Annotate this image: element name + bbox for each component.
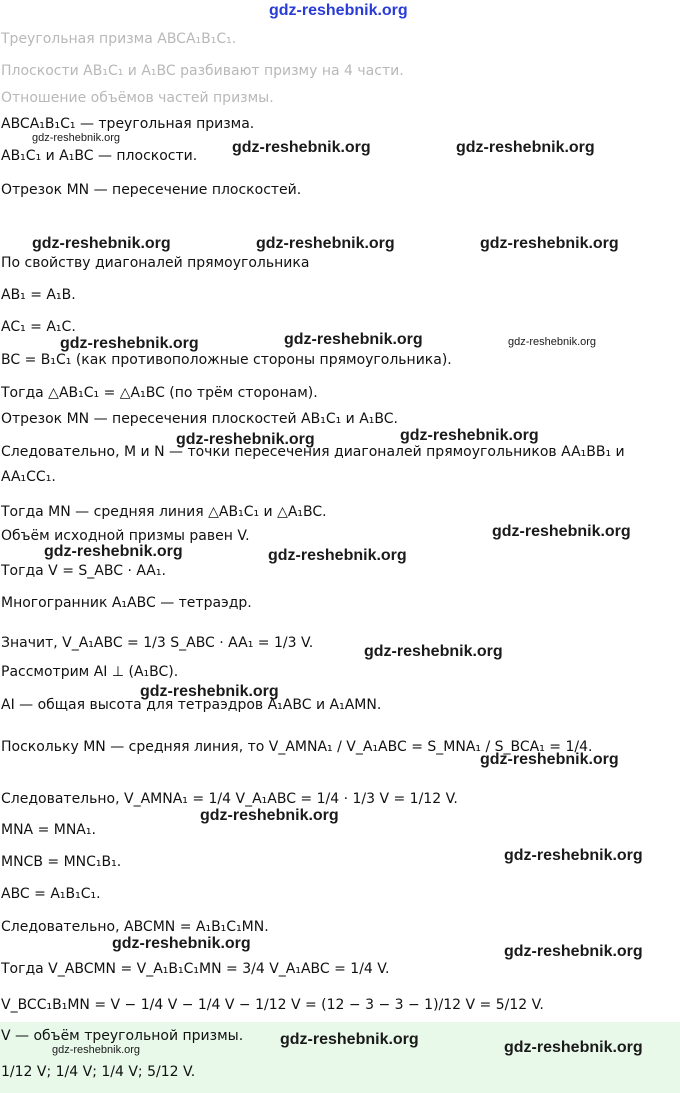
- answer-line-2: 1/12 V; 1/4 V; 1/4 V; 5/12 V.: [1, 1064, 196, 1080]
- watermark: gdz-reshebnik.org: [504, 943, 643, 960]
- watermark: gdz-reshebnik.org: [140, 683, 279, 700]
- watermark: gdz-reshebnik.org: [480, 751, 619, 768]
- solution-line-9: Отрезок MN — пересечения плоскостей AB₁C₁ и A₁BC.: [1, 411, 398, 427]
- watermark: gdz-reshebnik.org: [504, 847, 643, 864]
- solution-line-13: Объём исходной призмы равен V.: [1, 528, 250, 544]
- watermark: gdz-reshebnik.org: [400, 427, 539, 444]
- watermark: gdz-reshebnik.org: [456, 139, 595, 156]
- watermark: gdz-reshebnik.org: [492, 523, 631, 540]
- solution-line-22: MNCB = MNC₁B₁.: [1, 854, 122, 870]
- solution-line-11: AA₁CC₁.: [1, 469, 56, 485]
- solution-line-2: AB₁C₁ и A₁BC — плоскости.: [1, 148, 198, 164]
- watermark: gdz-reshebnik.org: [200, 807, 339, 824]
- solution-line-7: BC = B₁C₁ (как противоположные стороны прямоугольника).: [1, 352, 452, 368]
- watermark: gdz-reshebnik.org: [32, 132, 121, 144]
- solution-line-4: По свойству диагоналей прямоугольника: [1, 255, 310, 271]
- watermark: gdz-reshebnik.org: [112, 935, 251, 952]
- solution-line-6: AC₁ = A₁C.: [1, 319, 76, 335]
- solution-line-24: Следовательно, ABCMN = A₁B₁C₁MN.: [1, 919, 269, 935]
- watermark: gdz-reshebnik.org: [44, 543, 183, 560]
- site-watermark-header[interactable]: gdz-reshebnik.org: [269, 2, 408, 19]
- solution-line-18: AI — общая высота для тетраэдров A₁ABC и A₁AMN.: [1, 697, 382, 713]
- solution-line-14: Тогда V = S_ABC · AA₁.: [1, 563, 166, 579]
- solution-line-19: Поскольку MN — средняя линия, то V_AMNA₁ / V_A₁ABC = S_MNA₁ / S_BCA₁ = 1/4.: [1, 739, 593, 755]
- given-line-1: Треугольная призма ABCA₁B₁C₁.: [1, 31, 237, 47]
- solution-line-12: Тогда MN — средняя линия △AB₁C₁ и △A₁BC.: [1, 504, 327, 520]
- watermark: gdz-reshebnik.org: [52, 1044, 141, 1056]
- given-line-3: Отношение объёмов частей призмы.: [1, 90, 274, 106]
- solution-line-15: Многогранник A₁ABC — тетраэдр.: [1, 595, 252, 611]
- solution-line-17: Рассмотрим AI ⊥ (A₁BC).: [1, 664, 179, 680]
- watermark: gdz-reshebnik.org: [508, 336, 597, 348]
- solution-line-26: V_BCC₁B₁MN = V − 1/4 V − 1/4 V − 1/12 V = (12 − 3 − 3 − 1)/12 V = 5/12 V.: [1, 997, 544, 1013]
- watermark: gdz-reshebnik.org: [256, 235, 395, 252]
- solution-line-5: AB₁ = A₁B.: [1, 287, 76, 303]
- watermark: gdz-reshebnik.org: [280, 1031, 419, 1048]
- solution-line-3: Отрезок MN — пересечение плоскостей.: [1, 182, 302, 198]
- watermark: gdz-reshebnik.org: [268, 547, 407, 564]
- watermark: gdz-reshebnik.org: [284, 331, 423, 348]
- given-line-2: Плоскости AB₁C₁ и A₁BC разбивают призму на 4 части.: [1, 63, 404, 79]
- solution-line-25: Тогда V_ABCMN = V_A₁B₁C₁MN = 3/4 V_A₁ABC = 1/4 V.: [1, 961, 390, 977]
- watermark: gdz-reshebnik.org: [32, 235, 171, 252]
- solution-line-23: ABC = A₁B₁C₁.: [1, 886, 101, 902]
- watermark: gdz-reshebnik.org: [176, 431, 315, 448]
- watermark: gdz-reshebnik.org: [364, 643, 503, 660]
- solution-line-10: Следовательно, M и N — точки пересечения диагоналей прямоугольников AA₁BB₁ и: [1, 444, 625, 460]
- solution-line-16: Значит, V_A₁ABC = 1/3 S_ABC · AA₁ = 1/3 V.: [1, 635, 314, 651]
- solution-line-1: ABCA₁B₁C₁ — треугольная призма.: [1, 116, 255, 132]
- watermark: gdz-reshebnik.org: [60, 335, 199, 352]
- watermark: gdz-reshebnik.org: [480, 235, 619, 252]
- solution-line-21: MNA = MNA₁.: [1, 822, 96, 838]
- solution-line-20: Следовательно, V_AMNA₁ = 1/4 V_A₁ABC = 1/4 · 1/3 V = 1/12 V.: [1, 791, 458, 807]
- answer-line-1: V — объём треугольной призмы.: [1, 1028, 244, 1044]
- watermark: gdz-reshebnik.org: [504, 1039, 643, 1056]
- watermark: gdz-reshebnik.org: [232, 139, 371, 156]
- solution-line-8: Тогда △AB₁C₁ = △A₁BC (по трём сторонам).: [1, 385, 318, 401]
